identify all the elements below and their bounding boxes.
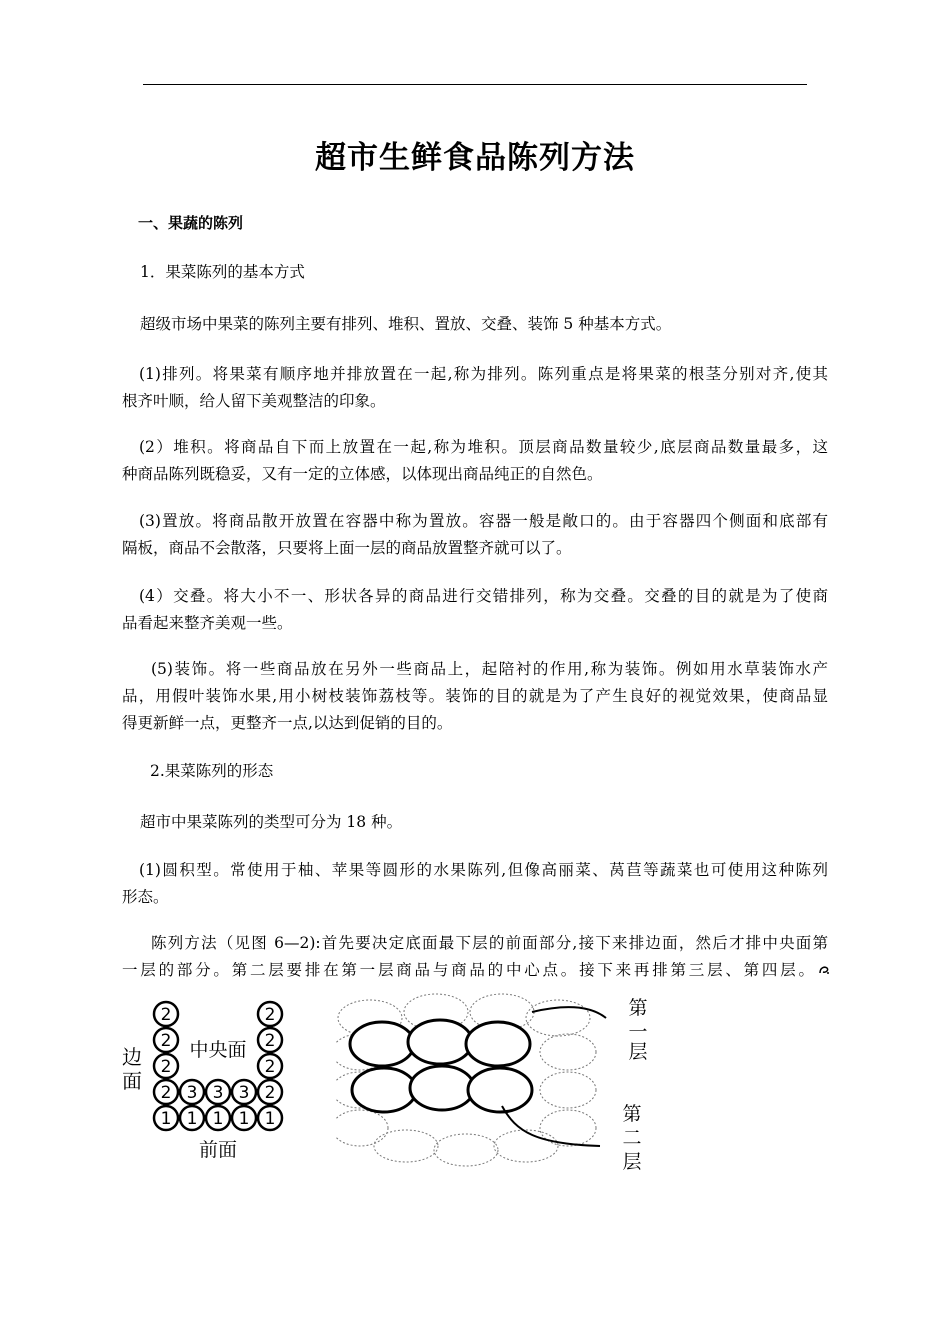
paragraph-line: 种商品陈列既稳妥，又有一定的立体感，以体现出商品纯正的自然色。 — [122, 465, 603, 483]
circle-number: 2 — [160, 1005, 172, 1025]
label-front: 前面 — [198, 1139, 238, 1161]
paragraph-stacking — [122, 434, 828, 488]
paragraph-line: (5)装饰。将一些商品放在另外一些商品上，起陪衬的作用,称为装饰。例如用水草装饰水产 — [151, 660, 828, 678]
paragraph-line: (2）堆积。将商品自下而上放置在一起,称为堆积。顶层商品数量较少,底层商品数量最多，这 — [139, 438, 829, 456]
label-layer-a-char3: 层 — [628, 1041, 648, 1063]
round-stack-front-diagram — [118, 996, 298, 1166]
circle-number: 2 — [160, 1031, 172, 1051]
page-title: 超市生鲜食品陈列方法 — [315, 140, 635, 176]
round-stack-layer-diagram — [336, 992, 666, 1172]
paragraph-line: 形态。 — [122, 888, 169, 906]
circle-number: 1 — [186, 1109, 198, 1129]
label-layer-b-char3: 层 — [622, 1151, 642, 1172]
paragraph-arrangement — [122, 361, 828, 415]
paragraph-mark-icon — [818, 964, 830, 976]
paragraph-placement — [122, 508, 828, 562]
layer-one-leader — [532, 1007, 606, 1018]
circle-number: 2 — [264, 1083, 276, 1103]
paragraph-line: (1)排列。将果菜有顺序地并排放置在一起,称为排列。陈列重点是将果菜的根茎分别对齐,使其 — [139, 365, 828, 383]
circle-number: 2 — [264, 1057, 276, 1077]
paragraph-line: 隔板，商品不会散落，只要将上面一层的商品放置整齐就可以了。 — [122, 539, 572, 557]
paragraph-intro: 超级市场中果菜的陈列主要有排列、堆积、置放、交叠、装饰 5 种基本方式。 — [140, 315, 672, 333]
paragraph-line: 品看起来整齐美观一些。 — [122, 614, 293, 632]
paragraph-line: (3)置放。将商品散开放置在容器中称为置放。容器一般是敞口的。由于容器四个侧面和底部有 — [139, 512, 828, 530]
circle-number: 1 — [264, 1109, 276, 1129]
circle-number: 1 — [238, 1109, 250, 1129]
paragraph-line: (1)圆积型。常使用于柚、苹果等圆形的水果陈列,但像高丽菜、莴苣等蔬菜也可使用这种陈列 — [139, 861, 828, 879]
paragraph-line: 陈列方法（见图 6—2):首先要决定底面最下层的前面部分,接下来排边面，然后才排中央面第 — [151, 934, 828, 952]
paragraph-round-stack — [122, 857, 828, 911]
circle-number: 2 — [160, 1057, 172, 1077]
label-side-char2: 面 — [122, 1069, 142, 1093]
circle-number: 1 — [160, 1109, 172, 1129]
subheading-basic-methods: 1．果菜陈列的基本方式 — [140, 263, 305, 281]
label-layer-b-char1: 第 — [622, 1103, 642, 1125]
label-layer-b-char2: 二 — [622, 1127, 642, 1149]
label-center: 中央面 — [189, 1039, 247, 1061]
paragraph-decoration — [122, 656, 828, 737]
second-layer-circles — [350, 1020, 532, 1112]
circle-number: 1 — [212, 1109, 224, 1129]
circle-number: 2 — [264, 1005, 276, 1025]
header-rule — [143, 84, 807, 85]
label-layer-a-char1: 第 — [628, 997, 648, 1019]
subheading-display-forms: 2.果菜陈列的形态 — [150, 762, 274, 780]
layer-two-leader — [502, 1106, 600, 1146]
circle-number: 3 — [186, 1083, 198, 1103]
paragraph-types: 超市中果菜陈列的类型可分为 18 种。 — [140, 813, 403, 831]
section-heading-fruits-vegetables: 一、果蔬的陈列 — [138, 214, 244, 232]
paragraph-line: 得更新鲜一点，更整齐一点,以达到促销的目的。 — [122, 714, 453, 732]
paragraph-line: 一层的部分。第二层要排在第一层商品与商品的中心点。接下来再排第三层、第四层。 — [122, 961, 814, 979]
circle-number: 3 — [212, 1083, 224, 1103]
paragraph-line: (4）交叠。将大小不一、形状各异的商品进行交错排列，称为交叠。交叠的目的就是为了使商 — [139, 587, 828, 605]
label-layer-a-char2: 一 — [628, 1021, 648, 1043]
paragraph-line: 品，用假叶装饰水果,用小树枝装饰荔枝等。装饰的目的就是为了产生良好的视觉效果，使商品显 — [122, 687, 828, 705]
circle-number: 2 — [264, 1031, 276, 1051]
paragraph-overlapping — [122, 583, 828, 637]
circle-number: 3 — [238, 1083, 250, 1103]
paragraph-line: 根齐叶顺，给人留下美观整洁的印象。 — [122, 392, 386, 410]
label-side-char1: 边 — [122, 1045, 142, 1069]
paragraph-method — [122, 930, 828, 984]
circle-number: 2 — [160, 1083, 172, 1103]
